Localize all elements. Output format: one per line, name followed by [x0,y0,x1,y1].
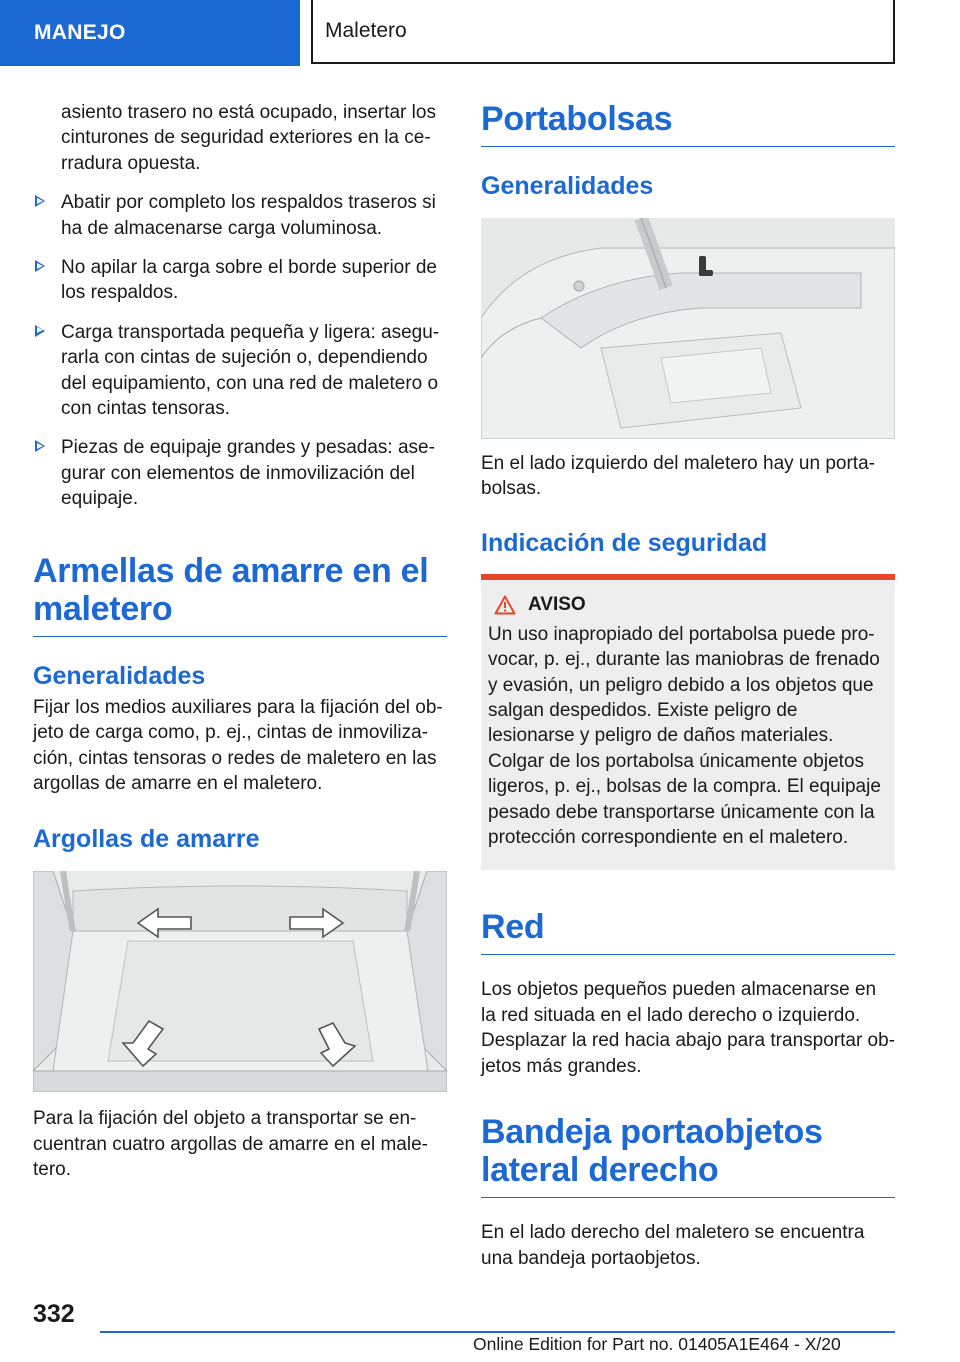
heading-generalidades-left: Generalidades [33,661,206,690]
portabolsas-caption: En el lado izquierdo del maletero hay un porta-bolsas. [481,453,875,500]
page-number: 332 [33,1300,75,1328]
bag-hook-illustration [481,218,895,439]
list-item: Piezas de equipaje grandes y pesadas: ase-gurar con elementos de inmovilización del equipaje. [33,435,447,511]
triangle-bullet-icon [35,195,45,207]
bandeja-paragraph: En el lado derecho del maletero se encuentra una bandeja portaobjetos. [481,1222,865,1269]
footer-edition: Online Edition for Part no. 01405A1E464 - X/20 [473,1334,841,1354]
right-column [481,100,895,1271]
heading-armellas: Armellas de amarre en el maletero [33,552,447,637]
triangle-bullet-icon [35,260,45,272]
bullet-list [33,190,447,511]
heading-bandeja: Bandeja portaobjetos lateral derecho [481,1113,895,1198]
list-item: No apilar la carga sobre el borde superior de los respaldos. [33,255,447,306]
chapter-tab: MANEJO [0,0,300,66]
warning-icon [494,595,516,615]
trunk-tie-down-image [33,871,447,1092]
section-title: Maletero [311,0,895,64]
left-column [33,100,447,1183]
warning-title: AVISO [528,593,586,615]
heading-generalidades-right: Generalidades [481,172,654,200]
heading-red: Red [481,908,895,955]
argollas-caption: Para la fijación del objeto a transportar se en-cuentran cuatro argollas de amarre en el male-tero. [33,1108,428,1181]
heading-portabolsas: Portabolsas [481,100,895,147]
generalidades-paragraph: Fijar los medios auxiliares para la fijación del ob-jeto de carga como, p. ej., cintas de inmoviliza-ción, cintas tensoras o redes de maletero en las argollas de amarre en el maletero. [33,696,443,794]
warning-text: Un uso inapropiado del portabolsa puede pro-vocar, p. ej., durante las maniobras de frenado y evasión, un peligro debido a los objetos que salgan despedidos. Existe peligro de lesionarse y peligro de daños materiales. Colgar de los portabolsa únicamente objetos ligeros, p. ej., bolsas de la compra. El equipaje pesado debe transportarse únicamente con la protección correspondiente en el maletero. [488,623,881,849]
list-item: Abatir por completo los respaldos traseros si ha de almacenarse carga voluminosa. [33,190,447,241]
red-paragraph: Los objetos pequeños pueden almacenarse en la red situada en el lado derecho o izquierdo. Desplazar la red hacia abajo para transportar ob-jetos más grandes. [481,979,896,1077]
heading-argollas: Argollas de amarre [33,825,260,854]
footer-divider [100,1331,895,1333]
triangle-bullet-icon [35,440,45,452]
list-item: Carga transportada pequeña y ligera: asegu-rarla con cintas de sujeción o, dependiendo del equipamiento, con una red de maletero o con cintas tensoras. [33,320,447,422]
warning-box [481,574,895,871]
bag-hook-image [481,218,895,439]
triangle-bullet-icon [35,325,45,337]
heading-seguridad: Indicación de seguridad [481,528,768,557]
intro-paragraph: asiento trasero no está ocupado, insertar los cinturones de seguridad exteriores en la ce-rradura opuesta. [61,102,436,174]
trunk-illustration [33,871,447,1092]
